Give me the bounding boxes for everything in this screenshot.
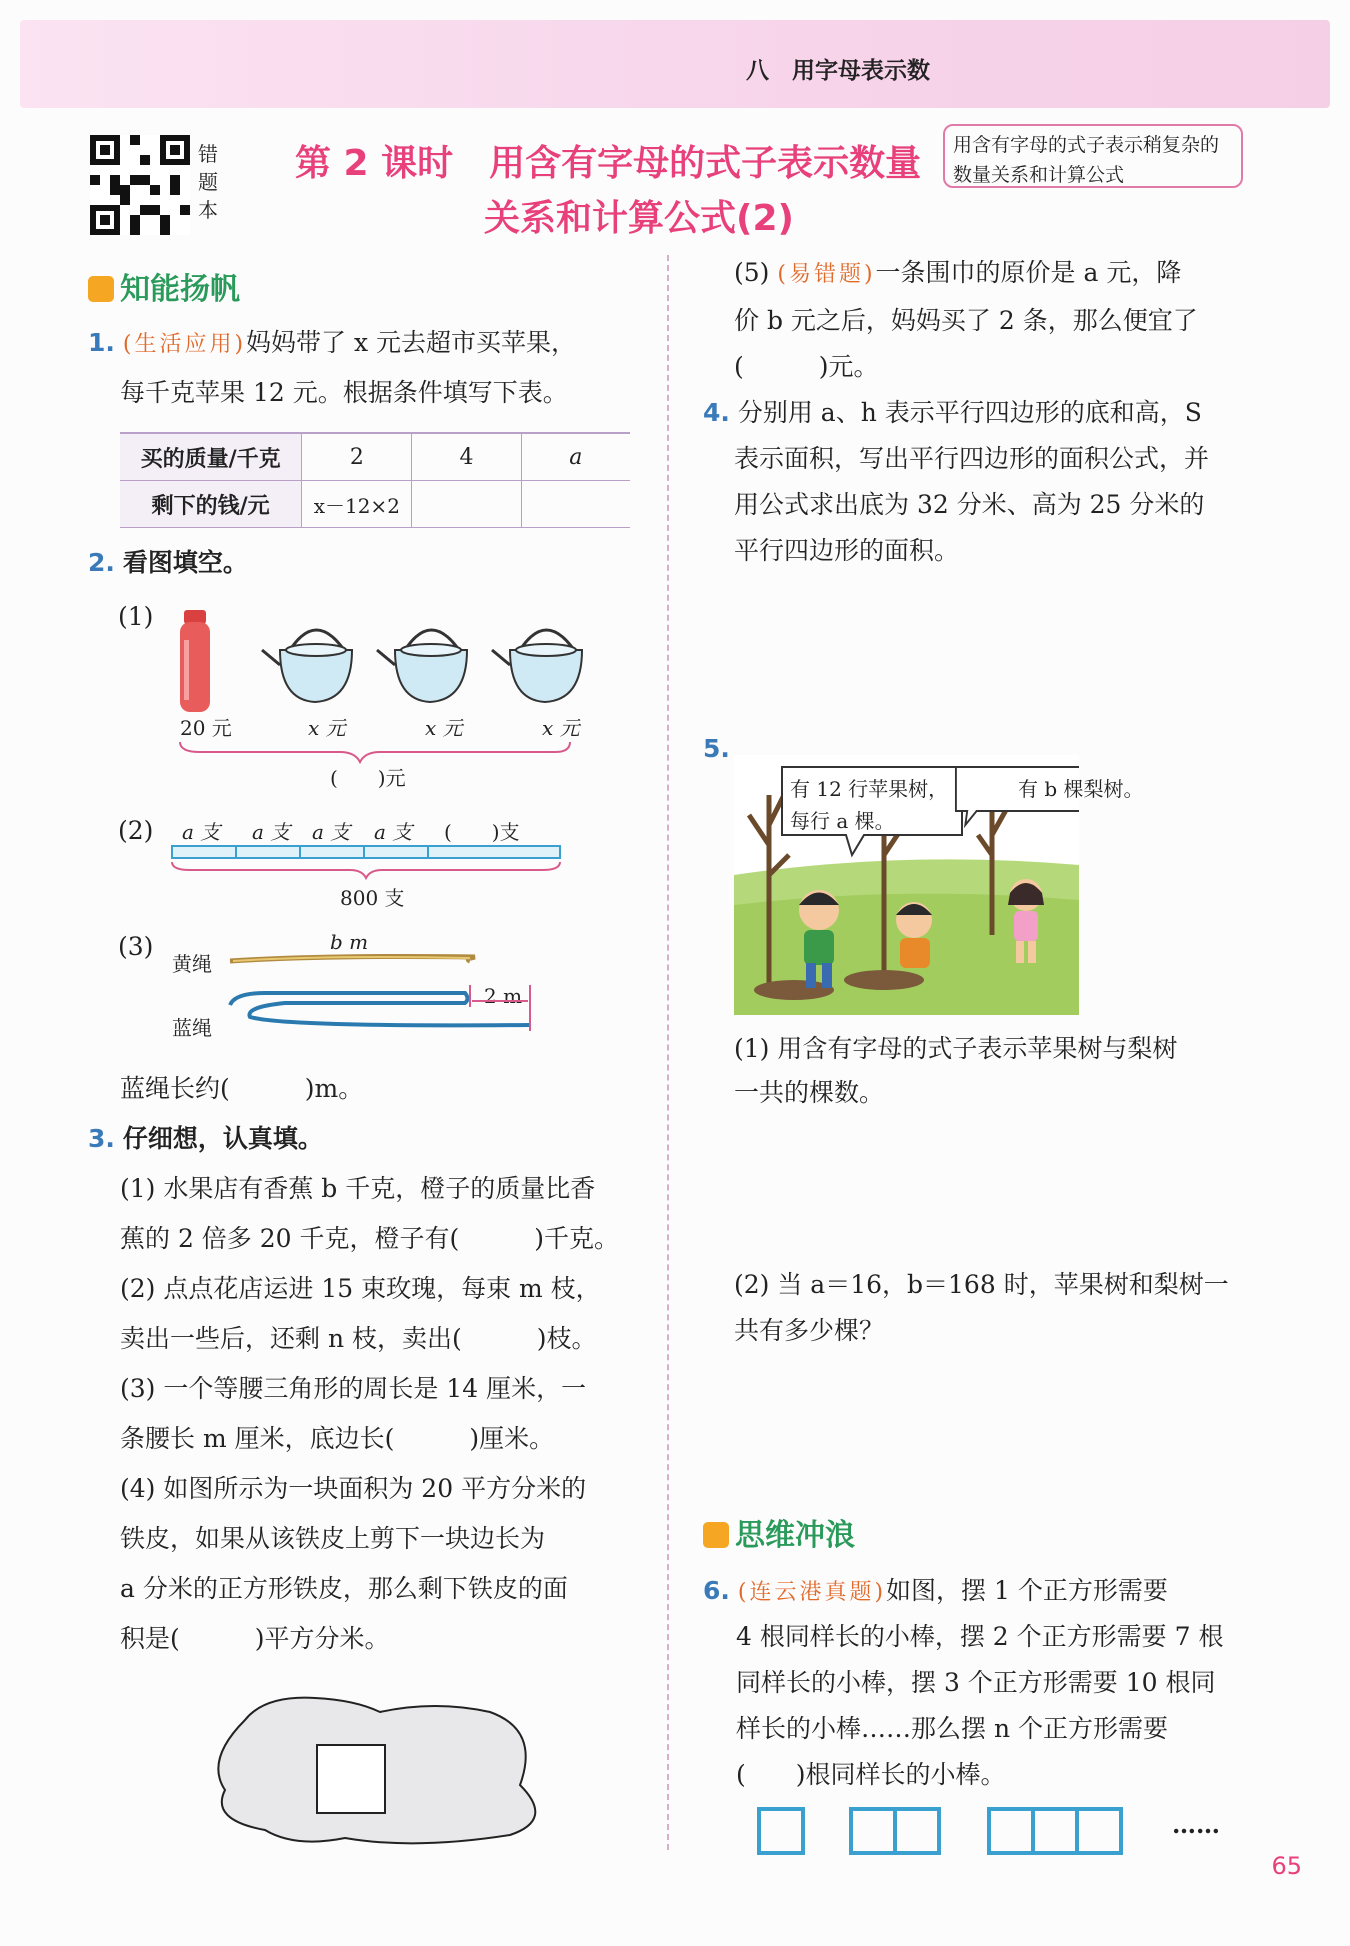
q5-sub2-line: (2) 当 a＝16，b＝168 时，苹果树和梨树一 <box>734 1270 1229 1299</box>
q4-text: 分别用 a、h 表示平行四边形的底和高，S <box>737 398 1202 427</box>
table-header-cell: 剩下的钱/元 <box>120 481 302 528</box>
q5-number: 5. <box>703 734 730 763</box>
lesson-goal: 用含有字母的式子表示稍复杂的数量关系和计算公式 <box>943 124 1243 188</box>
segment-label: a 支 <box>312 820 351 844</box>
price-label: x 元 <box>542 716 580 740</box>
q3-line[interactable]: 条腰长 m 厘米，底边长( )厘米。 <box>120 1424 555 1453</box>
q6-line: 样长的小棒……那么摆 n 个正方形需要 <box>736 1714 1168 1743</box>
table-row <box>120 433 630 481</box>
q6-line: 同样长的小棒，摆 3 个正方形需要 10 根同 <box>736 1668 1216 1697</box>
speech-text: 有 12 行苹果树， <box>790 777 949 801</box>
table-header-cell: 买的质量/千克 <box>120 433 302 481</box>
rope-length-label: b m <box>330 930 369 954</box>
q4-line: 用公式求出底为 32 分米、高为 25 分米的 <box>734 490 1205 519</box>
q3-5-text: 一条围巾的原价是 a 元，降 <box>875 258 1182 287</box>
page-number: 65 <box>1271 1852 1302 1880</box>
segment-total: 800 支 <box>340 886 405 910</box>
q2-p1-answer[interactable]: ( )元 <box>330 766 406 790</box>
q6-line: 4 根同样长的小棒，摆 2 个正方形需要 7 根 <box>736 1622 1224 1651</box>
q3-line: (3) 一个等腰三角形的周长是 14 厘米，一 <box>120 1374 587 1403</box>
q3-5-label: (5) <box>734 258 778 287</box>
q5-sub1-line: 一共的棵数。 <box>734 1078 885 1107</box>
table-cell-answer[interactable] <box>521 481 630 528</box>
kettle-icon <box>262 630 352 702</box>
table-cell: a <box>521 433 630 481</box>
price-label: x 元 <box>425 716 463 740</box>
section-heading-practice <box>88 264 240 308</box>
q2-line <box>88 538 248 588</box>
qr-code-icon[interactable] <box>90 135 190 235</box>
section-heading-text: 思维冲浪 <box>735 1518 855 1553</box>
qr-label: 错题本 <box>198 142 218 222</box>
section-heading-thinking <box>703 1510 855 1554</box>
q3-line: a 分米的正方形铁皮，那么剩下铁皮的面 <box>120 1574 568 1603</box>
q6-tag: (连云港真题) <box>737 1580 887 1605</box>
q3-line: (1) 水果店有香蕉 b 千克，橙子的质量比香 <box>120 1174 596 1203</box>
q3-5-tag: (易错题) <box>777 262 876 287</box>
table-cell: 2 <box>302 433 412 481</box>
q5-sub1-line: (1) 用含有字母的式子表示苹果树与梨树 <box>734 1034 1178 1063</box>
q3-line: (2) 点点花店运进 15 束玫瑰，每束 m 枝， <box>120 1274 601 1303</box>
q1-line2: 每千克苹果 12 元。根据条件填写下表。 <box>120 378 568 407</box>
q2-p2-label: (2) <box>118 816 154 845</box>
q6-line1 <box>703 1566 1168 1618</box>
kettle-icon <box>377 630 467 702</box>
lesson-title-line1: 第 2 课时 用含有字母的式子表示数量 <box>295 143 922 184</box>
q3-line: 铁皮，如果从该铁皮上剪下一块边长为 <box>120 1524 546 1553</box>
q3-5-line2: 价 b 元之后，妈妈买了 2 条，那么便宜了 <box>734 306 1198 335</box>
thermos-icon <box>180 610 210 712</box>
speech-text: 每行 a 棵。 <box>790 809 895 833</box>
q1-tag: (生活应用) <box>122 332 247 357</box>
section-heading-text: 知能扬帆 <box>120 272 240 307</box>
q4-number: 4. <box>703 398 730 427</box>
segment-answer[interactable]: ( )支 <box>444 820 520 844</box>
square-cutout <box>317 1745 385 1813</box>
segment-label: a 支 <box>182 820 221 844</box>
segment-label: a 支 <box>252 820 291 844</box>
rope-diff-label: 2 m <box>484 984 523 1008</box>
q3-line[interactable]: 卖出一些后，还剩 n 枝，卖出( )枝。 <box>120 1324 597 1353</box>
segment-label: a 支 <box>374 820 413 844</box>
blue-rope-label: 蓝绳 <box>172 1016 212 1040</box>
section-icon <box>88 276 114 302</box>
q3-line: (4) 如图所示为一块面积为 20 平方分米的 <box>120 1474 587 1503</box>
q3-line[interactable]: 积是( )平方分米。 <box>120 1624 390 1653</box>
q4-line1 <box>703 388 1202 438</box>
q2-p3-answer[interactable]: 蓝绳长约( )m。 <box>120 1074 364 1103</box>
q3-line <box>88 1114 323 1164</box>
rope-illustration <box>225 945 545 1040</box>
kettle-icon <box>492 630 582 702</box>
q1-text: 妈妈带了 x 元去超市买苹果， <box>246 328 577 357</box>
q4-line: 平行四边形的面积。 <box>734 536 960 565</box>
q1-table <box>120 432 630 528</box>
q3-text: 仔细想，认真填。 <box>122 1124 323 1153</box>
q3-number: 3. <box>88 1124 115 1153</box>
q6-text: 如图，摆 1 个正方形需要 <box>886 1576 1168 1605</box>
yellow-rope-label: 黄绳 <box>172 952 212 976</box>
q4-line: 表示面积，写出平行四边形的面积公式，并 <box>734 444 1210 473</box>
q1-line1 <box>88 318 576 370</box>
chapter-title: 八 用字母表示数 <box>746 58 930 84</box>
brace <box>180 742 570 762</box>
q2-p1-label: (1) <box>118 602 154 631</box>
table-row <box>120 481 630 528</box>
price-label: 20 元 <box>180 716 232 740</box>
pattern-ellipsis: …… <box>1172 1810 1220 1839</box>
speech-bubble-apple <box>790 773 948 837</box>
table-cell: 4 <box>412 433 521 481</box>
q3-5-answer[interactable]: ( )元。 <box>734 352 879 381</box>
iron-sheet-illustration <box>205 1690 550 1850</box>
kettle-illustration <box>160 600 620 770</box>
q2-number: 2. <box>88 548 115 577</box>
header-band <box>20 20 1330 108</box>
section-icon <box>703 1522 729 1548</box>
speech-bubble-pear: 有 b 棵梨树。 <box>1018 777 1144 801</box>
table-cell-answer[interactable] <box>412 481 521 528</box>
lesson-title-line2: 关系和计算公式(2) <box>484 198 794 239</box>
q3-line[interactable]: 蕉的 2 倍多 20 千克，橙子有( )千克。 <box>120 1224 620 1253</box>
q6-number: 6. <box>703 1576 730 1605</box>
price-label: x 元 <box>308 716 346 740</box>
q3-5-line1 <box>734 248 1181 300</box>
q1-number: 1. <box>88 328 115 357</box>
q5-sub2-line: 共有多少棵？ <box>734 1316 885 1345</box>
q2-p3-label: (3) <box>118 932 154 961</box>
q2-text: 看图填空。 <box>122 548 248 577</box>
column-divider <box>667 255 669 1850</box>
matchstick-squares <box>755 1805 1140 1860</box>
table-cell[interactable]: x－12×2 <box>302 481 412 528</box>
segment-bar <box>170 842 565 882</box>
q6-answer[interactable]: ( )根同样长的小棒。 <box>736 1760 1006 1789</box>
